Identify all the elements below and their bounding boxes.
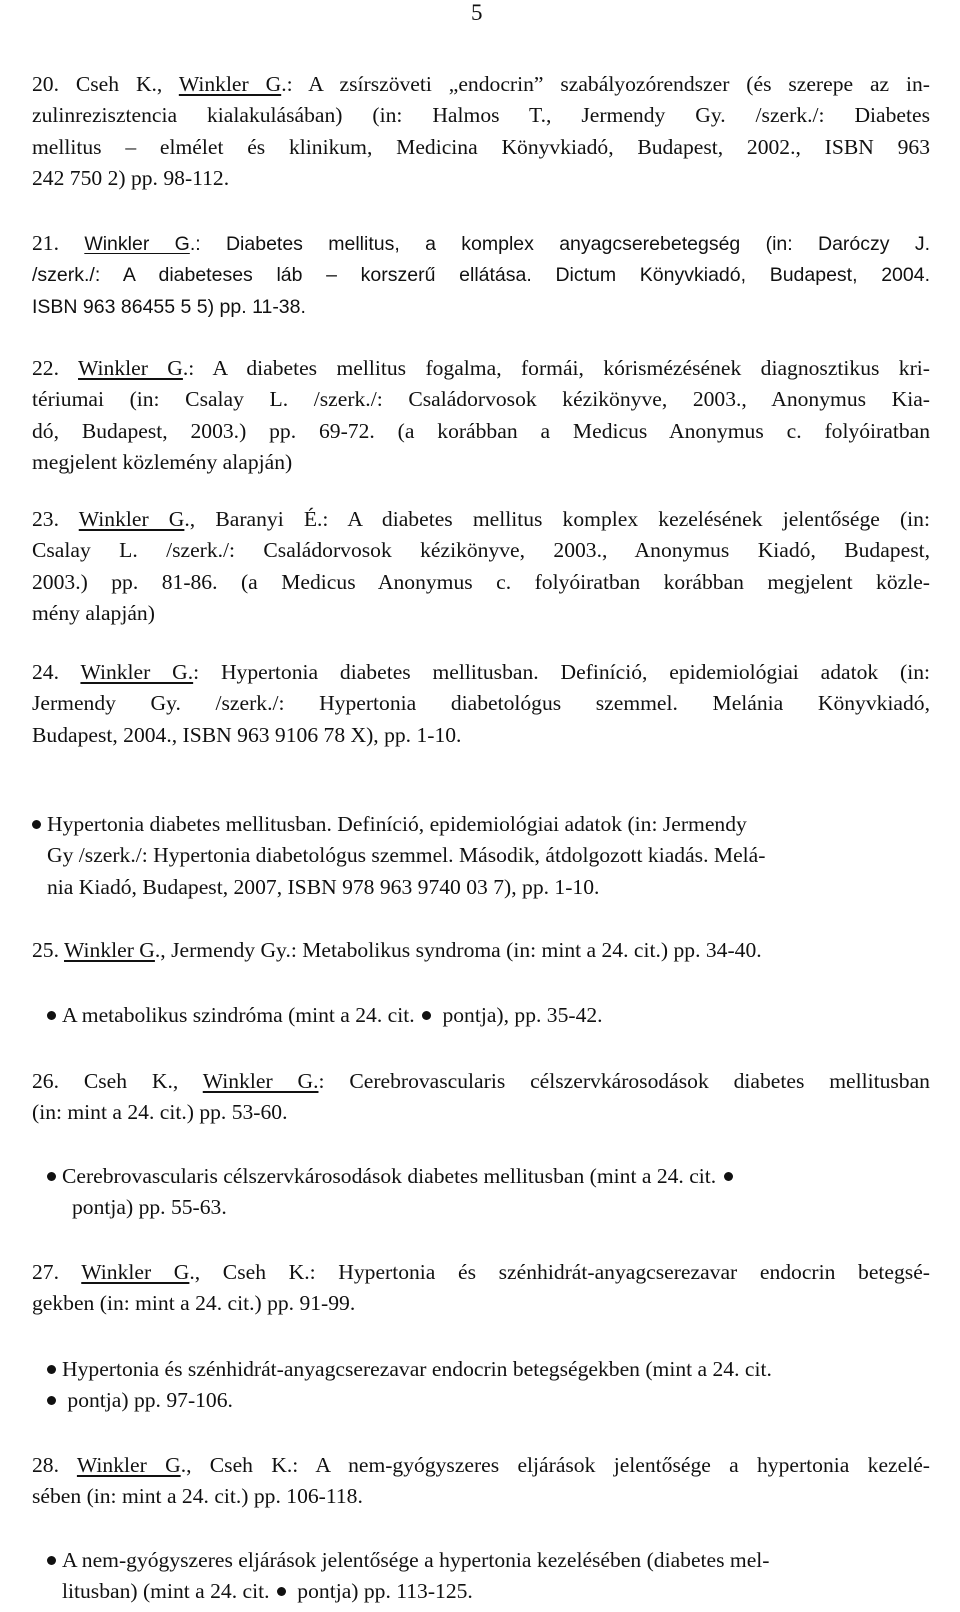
- reference-26: [32, 1066, 930, 1129]
- reference-line: [32, 935, 930, 966]
- reference-21: [32, 228, 930, 323]
- reference-24: [32, 657, 930, 751]
- reference-27: [32, 1257, 930, 1320]
- bullet-icon: [47, 1365, 56, 1374]
- reference-line: Budapest, 2004., ISBN 963 9106 78 X), pp. 1-10.: [32, 722, 462, 747]
- reference-line: [32, 1257, 930, 1288]
- author-name: Winkler G: [76, 1453, 181, 1477]
- reference-line: [32, 353, 930, 384]
- ref-text: Hypertonia diabetes mellitusban. Definíció, epidemiológiai adatok (in: Jermendy: [47, 812, 747, 836]
- reference-line: Csalay L. /szerk./: Családorvosok kézikönyve, 2003., Anonymus Kiadó, Budapest,: [32, 538, 930, 563]
- bullet-icon: [724, 1172, 733, 1181]
- ref-text: .: A zsírszöveti „endocrin” szabályozórendszer (és szerepe az in-: [281, 72, 930, 96]
- ref-text: Cerebrovascularis célszervkárosodások diabetes mellitusban (mint a 24. cit.: [62, 1164, 722, 1188]
- reference-line: [32, 228, 930, 260]
- ref-text: : Hypertonia diabetes mellitusban. Definíció, epidemiológiai adatok (in:: [193, 660, 930, 684]
- ref-text: ., Baranyi É.: A diabetes mellitus komplex kezelésének jelentősége (in:: [184, 507, 930, 531]
- coauthor: Cseh K.,: [75, 72, 179, 96]
- reference-line: [32, 1000, 930, 1031]
- reference-line: megjelent közlemény alapján): [32, 449, 293, 474]
- reference-line: dó, Budapest, 2003.) pp. 69-72. (a korábban a Medicus Anonymus c. folyóiratban: [32, 418, 930, 443]
- sub-reference-26: [32, 1161, 930, 1224]
- author-name: Winkler G.: [80, 660, 194, 684]
- ref-text: ., Jermendy Gy.: Metabolikus syndroma (in: mint a 24. cit.) pp. 34-40.: [154, 938, 762, 962]
- bullet-icon: [47, 1011, 56, 1020]
- ref-text: pontja) pp. 113-125.: [291, 1579, 473, 1604]
- ref-number: 27.: [32, 1260, 82, 1284]
- reference-line: Jermendy Gy. /szerk./: Hypertonia diabetológus szemmel. Melánia Könyvkiadó,: [32, 691, 930, 716]
- author-name: Winkler G: [78, 507, 185, 531]
- reference-line: [32, 1385, 930, 1416]
- ref-number: 20.: [32, 72, 76, 96]
- author-name: Winkler G: [178, 72, 282, 96]
- reference-line: [32, 809, 930, 840]
- author-name: Winkler G: [78, 356, 183, 380]
- ref-text: ., Cseh K.: Hypertonia és szénhidrát-anyagcserezavar endocrin betegsé-: [189, 1260, 930, 1284]
- ref-text: .: A diabetes mellitus fogalma, formái, kórismézésének diagnosztikus kri-: [182, 356, 930, 380]
- reference-line: [32, 1576, 930, 1607]
- bullet-icon: [47, 1396, 56, 1405]
- ref-text: pontja), pp. 35-42.: [437, 1003, 603, 1027]
- ref-number: 25.: [32, 938, 65, 962]
- bullet-icon: [47, 1172, 56, 1181]
- ref-text: : Cerebrovascularis célszervkárosodások diabetes mellitusban: [318, 1069, 930, 1093]
- reference-line: mellitus – elmélet és klinikum, Medicina Könyvkiadó, Budapest, 2002., ISBN 963: [32, 134, 930, 159]
- author-name: Winkler G: [84, 233, 190, 255]
- reference-22: [32, 353, 930, 478]
- ref-number: 26. Cseh K.,: [32, 1069, 203, 1093]
- reference-line: [32, 1450, 930, 1481]
- reference-line: sében (in: mint a 24. cit.) pp. 106-118.: [32, 1484, 363, 1509]
- reference-line: [32, 504, 930, 535]
- ref-text: A metabolikus szindróma (mint a 24. cit.: [62, 1003, 421, 1027]
- reference-line: [32, 657, 930, 688]
- reference-line: [32, 1545, 930, 1576]
- author-name: Winkler G: [81, 1260, 190, 1284]
- ref-text: .: Diabetes mellitus, a komplex anyagcserebetegség (in: Daróczy J.: [189, 233, 931, 255]
- ref-text: litusban) (mint a 24. cit.: [62, 1579, 275, 1604]
- reference-line: [32, 1066, 930, 1097]
- reference-line: [32, 69, 930, 100]
- reference-line: (in: mint a 24. cit.) pp. 53-60.: [32, 1100, 288, 1125]
- reference-line: gekben (in: mint a 24. cit.) pp. 91-99.: [32, 1291, 356, 1316]
- author-name: Winkler G.: [202, 1069, 319, 1093]
- ref-number: 23.: [32, 507, 79, 531]
- ref-number: 28.: [32, 1453, 77, 1477]
- ref-text: ., Cseh K.: A nem-gyógyszeres eljárások jelentősége a hypertonia kezelé-: [180, 1453, 930, 1477]
- ref-text: Hypertonia és szénhidrát-anyagcserezavar endocrin betegségekben (mint a 24. cit.: [62, 1357, 772, 1381]
- bullet-icon: [47, 1556, 56, 1565]
- bullet-icon: [277, 1587, 286, 1596]
- reference-25: [32, 935, 930, 966]
- reference-line: ISBN 963 86455 5 5) pp. 11-38.: [32, 295, 306, 318]
- reference-line: nia Kiadó, Budapest, 2007, ISBN 978 963 9740 03 7), pp. 1-10.: [47, 874, 600, 899]
- bullet-icon: [32, 820, 41, 829]
- ref-text: pontja) pp. 97-106.: [62, 1388, 233, 1413]
- sub-reference-24: [32, 809, 930, 903]
- sub-reference-27: [32, 1354, 930, 1417]
- reference-line: zulinrezisztencia kialakulásában) (in: Halmos T., Jermendy Gy. /szerk./: Diabetes: [32, 103, 930, 128]
- ref-number: 22.: [32, 356, 79, 380]
- ref-number: 24.: [32, 660, 81, 684]
- sub-reference-25: [32, 1000, 930, 1031]
- author-name: Winkler G: [64, 938, 155, 962]
- reference-line: pontja) pp. 55-63.: [72, 1195, 227, 1220]
- reference-line: 2003.) pp. 81-86. (a Medicus Anonymus c. folyóiratban korábban megjelent közle-: [32, 569, 930, 594]
- reference-23: [32, 504, 930, 629]
- ref-number: 21.: [32, 231, 85, 255]
- sub-reference-28: [32, 1545, 930, 1608]
- reference-line: tériumai (in: Csalay L. /szerk./: Családorvosok kézikönyve, 2003., Anonymus Kia-: [32, 387, 930, 412]
- reference-line: /szerk./: A diabeteses láb – korszerű ellátása. Dictum Könyvkiadó, Budapest, 2004.: [32, 264, 930, 287]
- reference-line: [32, 1161, 930, 1192]
- reference-line: mény alapján): [32, 600, 155, 625]
- reference-line: [32, 1354, 930, 1385]
- reference-28: [32, 1450, 930, 1513]
- reference-line: 242 750 2) pp. 98-112.: [32, 165, 230, 190]
- reference-line: Gy /szerk./: Hypertonia diabetológus szemmel. Második, átdolgozott kiadás. Melá-: [47, 843, 766, 868]
- bullet-icon: [422, 1011, 431, 1020]
- page-number: 5: [471, 0, 483, 25]
- ref-text: A nem-gyógyszeres eljárások jelentősége a hypertonia kezelésében (diabetes mel-: [62, 1548, 770, 1572]
- reference-20: [32, 69, 930, 194]
